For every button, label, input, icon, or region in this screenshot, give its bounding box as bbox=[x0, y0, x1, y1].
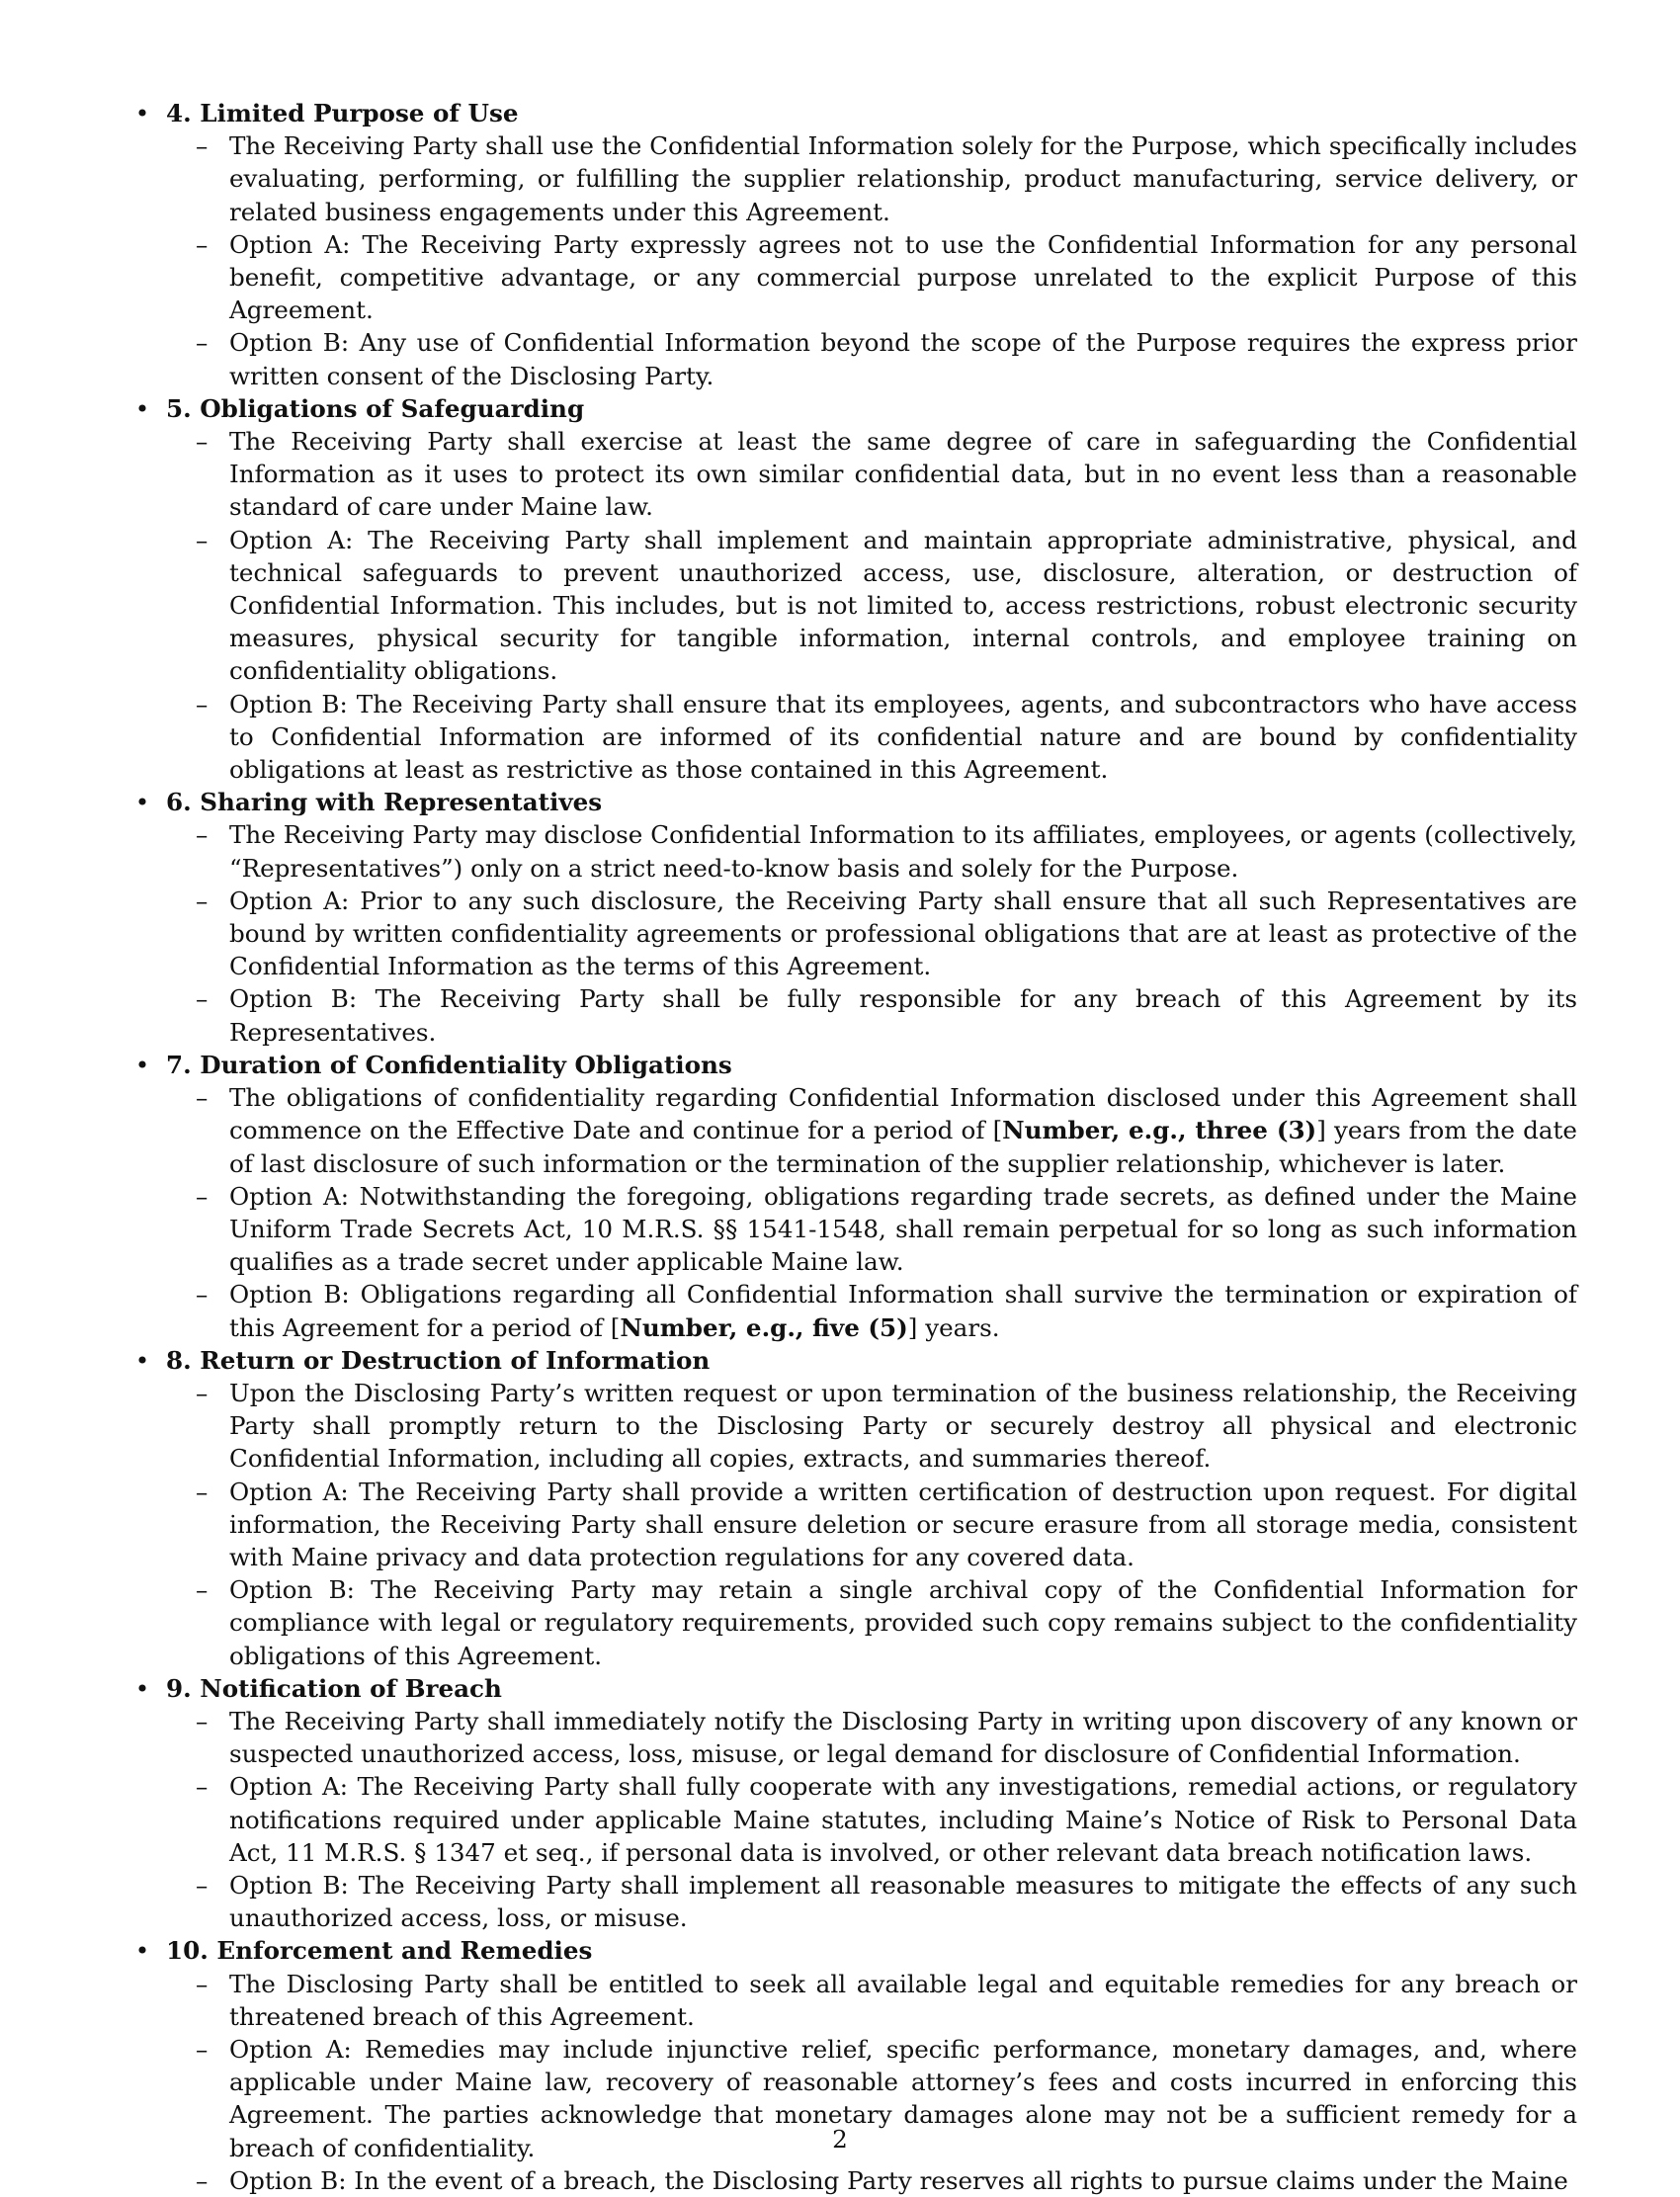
section-number: 6. bbox=[166, 788, 192, 817]
list-item: – Option A: The Receiving Party shall implement and maintain appropriate administrative, physical, and technical safeguards to prevent unauthorized access, use, disclosure, alteration, or destruction of Confidential Information. This includes, but is not limited to, access restrictions, robust electronic security measures, physical security for tangible information, internal controls, and employee training on confidentiality obligations. bbox=[196, 525, 1577, 686]
list-item: – Option B: Any use of Confidential Information beyond the scope of the Purpose requires the express prior written consent of the Disclosing Party. bbox=[196, 328, 1577, 390]
list-item: – Option A: Notwithstanding the foregoing, obligations regarding trade secrets, as defined under the Maine Uniform Trade Secrets Act, 10 M.R.S. §§ 1541-1548, shall remain perpetual for so long as such information qualifies as a trade secret under applicable Maine law. bbox=[196, 1181, 1577, 1277]
section-title: Enforcement and Remedies bbox=[216, 1936, 593, 1966]
section-9-notification bbox=[132, 1672, 1577, 1935]
item-text: Option A: The Receiving Party shall provide a written certification of destruction upon request. For digital information, the Receiving Party shall ensure deletion or secure erasure from all storage media, consistent with Maine privacy and data protection regulations for any covered data. bbox=[229, 1477, 1577, 1571]
bullet: • bbox=[134, 1673, 150, 1703]
section-number: 9. bbox=[166, 1673, 192, 1703]
document-page bbox=[132, 97, 1577, 2197]
item-text: Option A: Prior to any such disclosure, the Receiving Party shall ensure that all such Representatives are bound by written confidentiality agreements or professional obligations that are at least as protective of the Confidential Information as the terms of this Agreement. bbox=[229, 886, 1577, 981]
section-5-safeguarding bbox=[132, 392, 1577, 786]
section-title: Return or Destruction of Information bbox=[200, 1345, 711, 1375]
list-item: – Option A: Prior to any such disclosure, the Receiving Party shall ensure that all such Representatives are bound by written confidentiality agreements or professional obligations that are at least as protective of the Confidential Information as the terms of this Agreement. bbox=[196, 886, 1577, 981]
list-item: – Option B: In the event of a breach, the Disclosing Party reserves all rights to pursue claims under the Maine bbox=[196, 2165, 1568, 2195]
section-heading bbox=[134, 97, 1577, 129]
section-number: 8. bbox=[166, 1345, 192, 1375]
item-text: The Disclosing Party shall be entitled to seek all available legal and equitable remedies for any breach or threatened breach of this Agreement. bbox=[229, 1969, 1577, 2031]
list-item: – The Receiving Party may disclose Confidential Information to its affiliates, employees, or agents (collectively, “Representatives”) only on a strict need-to-know basis and solely for the Purpose. bbox=[196, 820, 1577, 883]
list-item: – Option B: The Receiving Party shall ensure that its employees, agents, and subcontractors who have access to Confidential Information are informed of its confidential nature and are bound by confidentiality obligations at least as restrictive as those contained in this Agreement. bbox=[196, 689, 1577, 785]
section-title: Sharing with Representatives bbox=[200, 788, 603, 817]
section-title: Limited Purpose of Use bbox=[200, 99, 519, 127]
section-heading bbox=[134, 1934, 1577, 1967]
section-4-limited-purpose bbox=[132, 97, 1577, 392]
item-text: The Receiving Party may disclose Confidential Information to its affiliates, employees, or agents (collectively, “Representatives”) only on a strict need-to-know basis and solely for the Purpose. bbox=[229, 820, 1577, 883]
list-item: – The Receiving Party shall exercise at least the same degree of care in safeguarding the Confidential Information as it uses to protect its own similar confidential data, but in no event less than a reasonable standard of care under Maine law. bbox=[196, 427, 1577, 522]
item-text: Option B: In the event of a breach, the Disclosing Party reserves all rights to pursue claims under the Maine bbox=[229, 2165, 1568, 2195]
item-text: Option A: The Receiving Party shall implement and maintain appropriate administrative, physical, and technical safeguards to prevent unauthorized access, use, disclosure, alteration, or destruction of Confidential Information. This includes, but is not limited to, access restrictions, robust electronic security measures, physical security for tangible information, internal controls, and employee training on confidentiality obligations. bbox=[229, 525, 1577, 686]
bullet: • bbox=[134, 99, 150, 127]
list-item: – The obligations of confidentiality regarding Confidential Information disclosed under this Agreement shall commence on the Effective Date and continue for a period of [Number, e.g., three (3)] years from the date of last disclosure of such information or the termination of the supplier relationship, whichever is later. bbox=[196, 1083, 1577, 1178]
item-text: Upon the Disclosing Party’s written request or upon termination of the business relationship, the Receiving Party shall promptly return to the Disclosing Party or securely destroy all physical and electronic Confidential Information, including all copies, extracts, and summaries thereof. bbox=[229, 1378, 1577, 1474]
list-item: – The Receiving Party shall immediately notify the Disclosing Party in writing upon discovery of any known or suspected unauthorized access, loss, misuse, or legal demand for disclosure of Confidential Information. bbox=[196, 1706, 1577, 1769]
section-title: Obligations of Safeguarding bbox=[200, 393, 585, 423]
item-text: The obligations of confidentiality regarding Confidential Information disclosed under this Agreement shall commence on the Effective Date and continue for a period of [Number, e.g., three (3)] years from the date of last disclosure of such information or the termination of the supplier relationship, whichever is later. bbox=[229, 1083, 1577, 1178]
item-text: Option A: Notwithstanding the foregoing, obligations regarding trade secrets, as defined under the Maine Uniform Trade Secrets Act, 10 M.R.S. §§ 1541-1548, shall remain perpetual for so long as such information qualifies as a trade secret under applicable Maine law. bbox=[229, 1181, 1577, 1277]
item-text: Option A: Remedies may include injunctive relief, specific performance, monetary damages, and, where applicable under Maine law, recovery of reasonable attorney’s fees and costs incurred in enforcing this Agreement. The parties acknowledge that monetary damages alone may not be a sufficient remedy for a breach of confidentiality. bbox=[229, 2034, 1577, 2162]
item-text: Option A: The Receiving Party shall fully cooperate with any investigations, remedial actions, or regulatory notifications required under applicable Maine statutes, including Maine’s Notice of Risk to Personal Data Act, 11 M.R.S. § 1347 et seq., if personal data is involved, or other relevant data breach notification laws. bbox=[229, 1772, 1577, 1867]
list-item: – The Disclosing Party shall be entitled to seek all available legal and equitable remedies for any breach or threatened breach of this Agreement. bbox=[196, 1969, 1577, 2031]
section-number: 5. bbox=[166, 393, 192, 423]
page-number: 2 bbox=[832, 2125, 848, 2154]
item-text: The Receiving Party shall use the Confidential Information solely for the Purpose, which specifically includes evaluating, performing, or fulfilling the supplier relationship, product manufacturing, service delivery, or related business engagements under this Agreement. bbox=[229, 131, 1577, 226]
section-number: 10. bbox=[166, 1936, 209, 1966]
section-7-duration bbox=[132, 1049, 1577, 1344]
section-6-representatives bbox=[132, 786, 1577, 1049]
section-title: Notification of Breach bbox=[200, 1673, 502, 1703]
section-number: 4. bbox=[166, 99, 192, 127]
section-10-enforcement bbox=[132, 1934, 1577, 2197]
bullet: • bbox=[134, 1936, 150, 1966]
list-item: – Option A: The Receiving Party shall fully cooperate with any investigations, remedial actions, or regulatory notifications required under applicable Maine statutes, including Maine’s Notice of Risk to Personal Data Act, 11 M.R.S. § 1347 et seq., if personal data is involved, or other relevant data breach notification laws. bbox=[196, 1772, 1577, 1867]
item-text: Option B: The Receiving Party shall be fully responsible for any breach of this Agreement by its Representatives. bbox=[229, 984, 1577, 1047]
section-heading bbox=[134, 392, 1577, 425]
section-title: Duration of Confidentiality Obligations bbox=[200, 1050, 732, 1079]
list-item: – Option A: The Receiving Party shall provide a written certification of destruction upon request. For digital information, the Receiving Party shall ensure deletion or secure erasure from all storage media, consistent with Maine privacy and data protection regulations for any covered data. bbox=[196, 1477, 1577, 1571]
bullet: • bbox=[134, 788, 150, 817]
bullet: • bbox=[134, 1345, 150, 1375]
list-item: – Option A: Remedies may include injunctive relief, specific performance, monetary damages, and, where applicable under Maine law, recovery of reasonable attorney’s fees and costs incurred in enforcing this Agreement. The parties acknowledge that monetary damages alone may not be a sufficient remedy for a breach of confidentiality. bbox=[196, 2034, 1577, 2162]
item-text: Option A: The Receiving Party expressly agrees not to use the Confidential Information for any personal benefit, competitive advantage, or any commercial purpose unrelated to the explicit Purpose of this Agreement. bbox=[229, 229, 1577, 325]
section-8-return-destruction bbox=[132, 1344, 1577, 1672]
list-item: – Option B: Obligations regarding all Confidential Information shall survive the termination or expiration of this Agreement for a period of [Number, e.g., five (5)] years. bbox=[196, 1280, 1577, 1342]
section-heading bbox=[134, 1344, 1577, 1377]
item-text: Option B: The Receiving Party shall implement all reasonable measures to mitigate the effects of any such unauthorized access, loss, or misuse. bbox=[229, 1870, 1577, 1933]
bullet: • bbox=[134, 1050, 150, 1079]
item-text: Option B: Obligations regarding all Confidential Information shall survive the termination or expiration of this Agreement for a period of [Number, e.g., five (5)] years. bbox=[229, 1280, 1577, 1342]
list-item: – Option B: The Receiving Party shall implement all reasonable measures to mitigate the effects of any such unauthorized access, loss, or misuse. bbox=[196, 1870, 1577, 1933]
item-text: Option B: The Receiving Party shall ensure that its employees, agents, and subcontractors who have access to Confidential Information are informed of its confidential nature and are bound by confidentiality obligations at least as restrictive as those contained in this Agreement. bbox=[229, 689, 1577, 785]
list-item: – The Receiving Party shall use the Confidential Information solely for the Purpose, which specifically includes evaluating, performing, or fulfilling the supplier relationship, product manufacturing, service delivery, or related business engagements under this Agreement. bbox=[196, 131, 1577, 226]
section-number: 7. bbox=[166, 1050, 192, 1079]
item-text: The Receiving Party shall exercise at least the same degree of care in safeguarding the Confidential Information as it uses to protect its own similar confidential data, but in no event less than a reasonable standard of care under Maine law. bbox=[229, 427, 1577, 522]
bullet: • bbox=[134, 393, 150, 423]
list-item: – Upon the Disclosing Party’s written request or upon termination of the business relationship, the Receiving Party shall promptly return to the Disclosing Party or securely destroy all physical and electronic Confidential Information, including all copies, extracts, and summaries thereof. bbox=[196, 1378, 1577, 1474]
item-text: Option B: Any use of Confidential Information beyond the scope of the Purpose requires the express prior written consent of the Disclosing Party. bbox=[229, 328, 1577, 390]
item-text: Option B: The Receiving Party may retain a single archival copy of the Confidential Information for compliance with legal or regulatory requirements, provided such copy remains subject to the confidentiality obligations of this Agreement. bbox=[229, 1575, 1577, 1670]
item-text: The Receiving Party shall immediately notify the Disclosing Party in writing upon discovery of any known or suspected unauthorized access, loss, misuse, or legal demand for disclosure of Confidential Information. bbox=[229, 1706, 1577, 1769]
list-item: – Option A: The Receiving Party expressly agrees not to use the Confidential Information for any personal benefit, competitive advantage, or any commercial purpose unrelated to the explicit Purpose of this Agreement. bbox=[196, 229, 1577, 325]
list-item: – Option B: The Receiving Party shall be fully responsible for any breach of this Agreement by its Representatives. bbox=[196, 984, 1577, 1047]
section-heading bbox=[134, 786, 1577, 818]
section-heading bbox=[134, 1672, 1577, 1705]
section-heading bbox=[134, 1049, 1577, 1081]
list-item: – Option B: The Receiving Party may retain a single archival copy of the Confidential Information for compliance with legal or regulatory requirements, provided such copy remains subject to the confidentiality obligations of this Agreement. bbox=[196, 1575, 1577, 1670]
